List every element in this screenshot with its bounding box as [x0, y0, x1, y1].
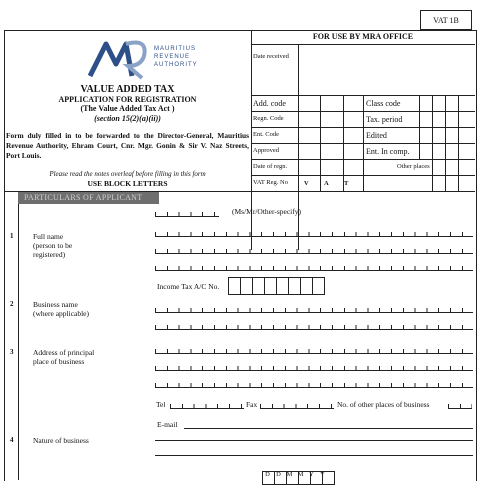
business-name-input-2[interactable]: [155, 321, 473, 330]
tel-input[interactable]: [170, 400, 244, 409]
other-places-label: Other places: [397, 163, 430, 170]
tax-period-label: Tax. period: [366, 115, 403, 124]
forwarding-instructions: Form duly filled in to be forwarded to the Director-General, Mauritius Revenue Authority, Ehram Court, Cnr. Mgr. Gonin & Sir V. Naz Streets, Port Louis.: [6, 131, 249, 160]
address-label: Address of principal place of business: [33, 348, 95, 366]
address-input-3[interactable]: [155, 379, 473, 388]
address-input-1[interactable]: [155, 345, 473, 354]
full-name-input-1[interactable]: [155, 228, 473, 237]
other-places-count-label: No. of other places of business: [337, 400, 430, 409]
income-tax-label: Income Tax A/C No.: [157, 282, 220, 291]
nature-of-business-label: Nature of business: [33, 436, 89, 445]
email-input[interactable]: [184, 428, 473, 429]
section-title: PARTICULARS OF APPLICANT: [18, 192, 159, 204]
business-name-input-1[interactable]: [155, 304, 473, 313]
form-act: (The Value Added Tax Act ): [80, 104, 175, 113]
vat-reg-no-label: VAT Reg. No: [253, 179, 288, 186]
mra-divider: [419, 95, 420, 159]
email-label: E-mail: [157, 420, 178, 429]
read-notes: Please read the notes overleaf before filling in this form: [49, 170, 206, 178]
full-name-input-3[interactable]: [155, 262, 473, 271]
vat-letter-v: V: [304, 180, 309, 187]
form-title: VALUE ADDED TAX: [80, 84, 175, 95]
form-subtitle: APPLICATION FOR REGISTRATION: [58, 95, 197, 104]
field-number-4: 4: [10, 436, 14, 444]
mra-divider: [343, 95, 344, 191]
mra-divider: [432, 95, 433, 191]
salutation-label: (Ms/Mr/Other-specify): [232, 207, 301, 216]
mra-logo: [86, 36, 216, 80]
field-number-2: 2: [10, 300, 14, 308]
mra-divider: [320, 95, 321, 191]
class-code-label: Class code: [366, 99, 401, 108]
tel-label: Tel: [156, 400, 166, 409]
field-number-3: 3: [10, 348, 14, 356]
form-id: VAT 1B: [420, 10, 472, 30]
full-name-input-2[interactable]: [155, 245, 473, 254]
particulars-left-rule: [18, 192, 19, 480]
mra-office-title: FOR USE BY MRA OFFICE: [251, 30, 475, 45]
vat-letter-t: T: [344, 180, 349, 187]
ent-in-comp-label: Ent. In comp.: [366, 147, 410, 156]
nature-of-business-input-1[interactable]: [155, 440, 473, 441]
date-input[interactable]: [262, 471, 334, 485]
fax-label: Fax: [246, 400, 258, 409]
logo-line-1: MAURITIUS: [154, 46, 196, 52]
mra-divider: [445, 95, 446, 191]
edited-label: Edited: [366, 131, 387, 140]
field-number-1: 1: [10, 232, 14, 240]
fax-input[interactable]: [260, 400, 334, 409]
add-code-label: Add. code: [253, 99, 286, 108]
vat-letter-a: A: [324, 180, 329, 187]
address-input-2[interactable]: [155, 362, 473, 371]
business-name-label: Business name (where applicable): [33, 300, 90, 318]
approved-label: Approved: [253, 147, 279, 154]
logo-line-3: AUTHORITY: [154, 62, 198, 68]
form-section: (section 15(2)(a)(ii)): [94, 114, 161, 123]
nature-of-business-input-2[interactable]: [155, 455, 473, 456]
full-name-label: Full name (person to be registered): [33, 232, 73, 259]
ent-code-label: Ent. Code: [253, 131, 279, 138]
date-received-label: Date received: [253, 53, 289, 60]
mra-divider: [298, 44, 299, 250]
mra-divider: [363, 95, 364, 191]
mra-divider: [458, 95, 459, 191]
logo-line-2: REVENUE: [154, 54, 191, 60]
mra-rule: [251, 191, 475, 192]
salutation-input[interactable]: [155, 208, 219, 217]
date-of-regn-label: Date of regn.: [253, 163, 288, 170]
regn-code-label: Regn. Code: [253, 115, 284, 122]
other-places-input[interactable]: [448, 400, 472, 409]
block-letters-note: USE BLOCK LETTERS: [87, 179, 168, 188]
income-tax-input[interactable]: [228, 277, 324, 295]
date-format: D D M M Y Y: [265, 471, 325, 478]
